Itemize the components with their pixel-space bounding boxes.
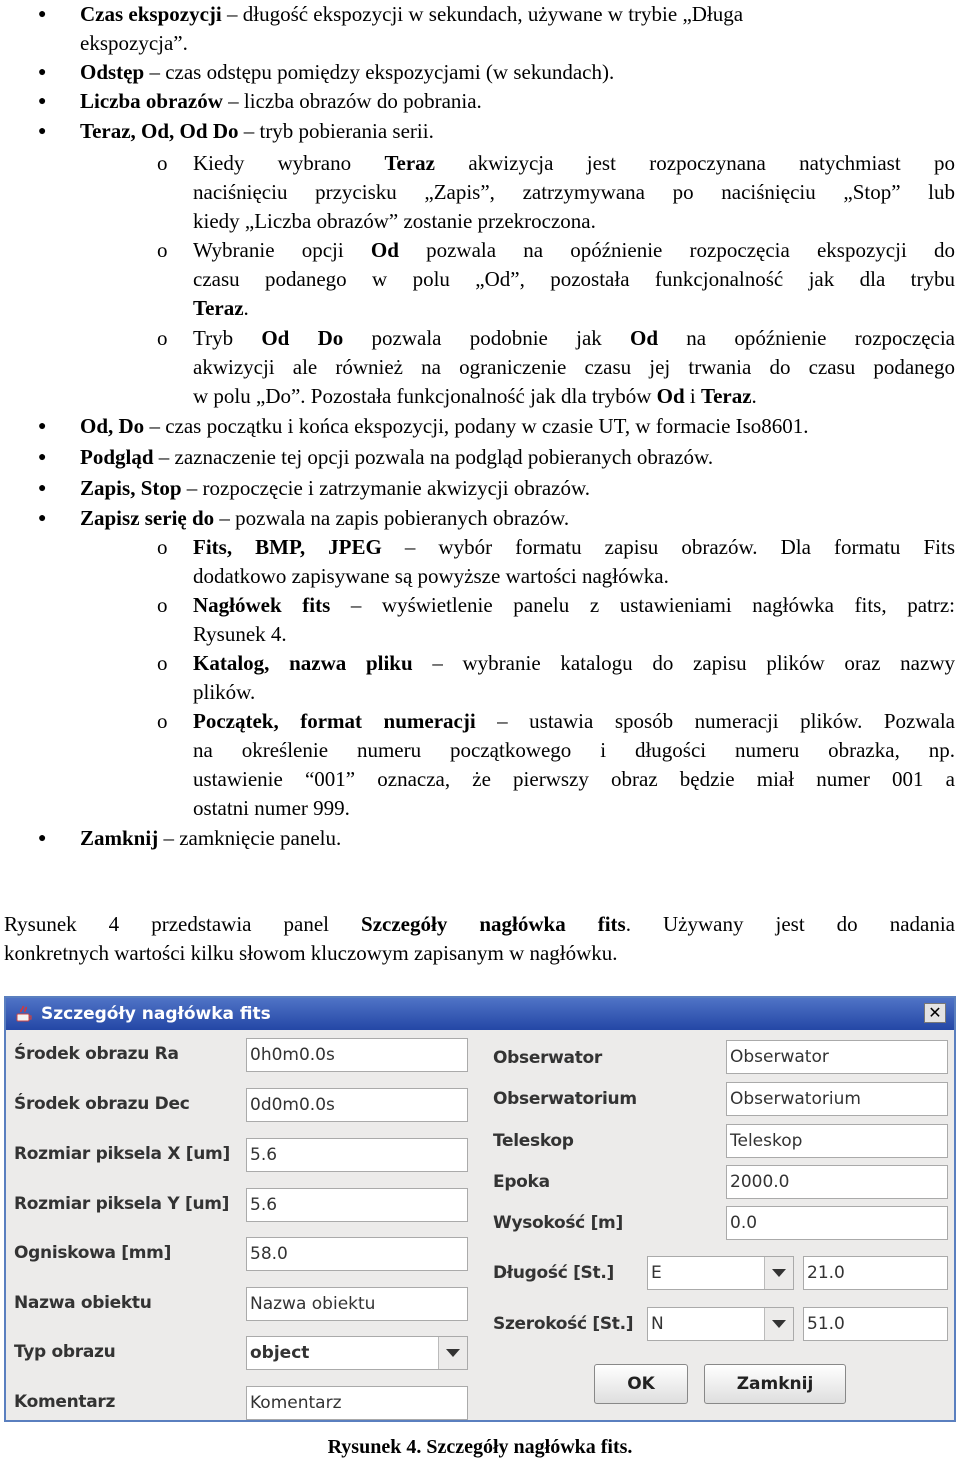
szerokosc-direction-value: N [651, 1314, 664, 1334]
sub-od-line1: Wybranie opcji Od pozwala na opóźnienie rozpoczęcia ekspozycji do [193, 238, 955, 262]
sub-poczatek-line4: ostatni numer 999. [193, 796, 350, 820]
bullet-zamknij: Zamknij – zamknięcie panelu. [80, 826, 342, 850]
label-pixel-x: Rozmiar piksela X [um] [14, 1144, 230, 1164]
close-button[interactable] [924, 1003, 946, 1023]
sub-marker: o [157, 326, 168, 350]
sub-marker: o [157, 709, 168, 733]
sub-od-line2: czasu podanego w polu „Od”, pozostała funkcjonalność jak dla trybu [193, 267, 955, 291]
bullet-liczba-obrazow: Liczba obrazów – liczba obrazów do pobrania. [80, 89, 482, 113]
label-wysokosc: Wysokość [m] [493, 1213, 623, 1233]
obserwatorium-field[interactable]: Obserwatorium [726, 1082, 948, 1116]
label-nazwa-obiektu: Nazwa obiektu [14, 1293, 152, 1313]
label-epoka: Epoka [493, 1172, 550, 1192]
label-ogniskowa: Ogniskowa [mm] [14, 1243, 172, 1263]
label-komentarz: Komentarz [14, 1392, 116, 1412]
java-app-icon [14, 1005, 34, 1023]
bullet-czas-ekspozycji-cont: ekspozycja”. [80, 31, 188, 55]
sub-naglowek-line2: Rysunek 4. [193, 622, 287, 646]
label-dlugosc: Długość [St.] [493, 1263, 614, 1283]
sub-poczatek-line3: ustawienie “001” oznacza, że pierwszy obraz będzie miał numer 001 a [193, 767, 955, 791]
close-icon: ✕ [928, 1003, 942, 1022]
sub-od-line3: Teraz. [193, 296, 249, 320]
szerokosc-field[interactable]: 51.0 [803, 1307, 948, 1341]
sub-od-do-line3: w polu „Do”. Pozostała funkcjonalność jak dla trybów Od i Teraz. [193, 384, 757, 408]
sub-marker: o [157, 651, 168, 675]
label-dec: Środek obrazu Dec [14, 1094, 190, 1114]
szerokosc-direction-select[interactable] [647, 1307, 794, 1341]
ogniskowa-field[interactable]: 58.0 [246, 1237, 468, 1271]
label-szerokosc: Szerokość [St.] [493, 1314, 634, 1334]
label-pixel-y: Rozmiar piksela Y [um] [14, 1194, 230, 1214]
bullet-dot: ● [38, 831, 47, 846]
dec-field[interactable]: 0d0m0.0s [246, 1088, 468, 1122]
teleskop-field[interactable]: Teleskop [726, 1124, 948, 1158]
sub-marker: o [157, 593, 168, 617]
bullet-odstep: Odstęp – czas odstępu pomiędzy ekspozycjami (w sekundach). [80, 60, 615, 84]
bullet-dot: ● [38, 481, 47, 496]
sub-poczatek-line1: Początek, format numeracji – ustawia sposób numeracji plików. Pozwala [193, 709, 955, 733]
bullet-podglad: Podgląd – zaznaczenie tej opcji pozwala na podgląd pobieranych obrazów. [80, 445, 714, 469]
fits-header-dialog [4, 996, 956, 1422]
sub-katalog-line2: plików. [193, 680, 256, 704]
sub-katalog-line1: Katalog, nazwa pliku – wybranie katalogu do zapisu plików oraz nazwy [193, 651, 955, 675]
sub-od-do-line1: Tryb Od Do pozwala podobnie jak Od na opóźnienie rozpoczęcia [193, 326, 955, 350]
label-ra: Środek obrazu Ra [14, 1044, 179, 1064]
bullet-od-do: Od, Do – czas początku i końca ekspozycji, podany w czasie UT, w formacie Iso8601. [80, 414, 809, 438]
sub-formats-line2: dodatkowo zapisywane są powyższe wartości nagłówka. [193, 564, 669, 588]
nazwa-obiektu-field[interactable]: Nazwa obiektu [246, 1287, 468, 1321]
paragraph-line2: konkretnych wartości kilku słowom kluczowym zapisanym w nagłówku. [4, 941, 618, 965]
sub-teraz-line1: Kiedy wybrano Teraz akwizycja jest rozpoczynana natychmiast po [193, 151, 955, 175]
bullet-dot: ● [38, 511, 47, 526]
bullet-dot: ● [38, 419, 47, 434]
sub-teraz-line2: naciśnięciu przycisku „Zapis”, zatrzymywana po naciśnięciu „Stop” lub [193, 180, 955, 204]
obserwator-field[interactable]: Obserwator [726, 1040, 948, 1074]
bullet-dot: ● [38, 7, 47, 22]
label-teleskop: Teleskop [493, 1131, 574, 1151]
dialog-titlebar[interactable] [6, 998, 954, 1030]
zamknij-button[interactable]: Zamknij [704, 1364, 846, 1404]
dialog-title: Szczegóły nagłówka fits [41, 1004, 271, 1024]
dlugosc-direction-select[interactable] [647, 1256, 794, 1290]
pixel-x-field[interactable]: 5.6 [246, 1138, 468, 1172]
bullet-czas-ekspozycji: Czas ekspozycji – długość ekspozycji w sekundach, używane w trybie „Długa [80, 2, 744, 26]
chevron-down-icon[interactable] [764, 1257, 793, 1289]
bullet-zapisz-serie: Zapisz serię do – pozwala na zapis pobieranych obrazów. [80, 506, 570, 530]
dlugosc-field[interactable]: 21.0 [803, 1256, 948, 1290]
typ-obrazu-value: object [250, 1343, 310, 1363]
bullet-dot: ● [38, 124, 47, 139]
typ-obrazu-select[interactable] [246, 1336, 468, 1370]
chevron-down-icon[interactable] [764, 1308, 793, 1340]
bullet-dot: ● [38, 450, 47, 465]
bullet-dot: ● [38, 65, 47, 80]
bullet-teraz: Teraz, Od, Od Do – tryb pobierania serii. [80, 119, 434, 143]
wysokosc-field[interactable]: 0.0 [726, 1206, 948, 1240]
label-typ-obrazu: Typ obrazu [14, 1342, 116, 1362]
sub-od-do-line2: akwizycji ale również na ograniczenie czasu jej trwania do czasu podanego [193, 355, 955, 379]
bullet-dot: ● [38, 94, 47, 109]
sub-formats-line1: Fits, BMP, JPEG – wybór formatu zapisu obrazów. Dla formatu Fits [193, 535, 955, 559]
paragraph-line1: Rysunek 4 przedstawia panel Szczegóły nagłówka fits. Używany jest do nadania [4, 912, 955, 936]
sub-poczatek-line2: na określenie numeru początkowego i długości numeru obrazka, np. [193, 738, 955, 762]
sub-marker: o [157, 535, 168, 559]
sub-naglowek-line1: Nagłówek fits – wyświetlenie panelu z ustawieniami nagłówka fits, patrz: [193, 593, 955, 617]
bullet-zapis-stop: Zapis, Stop – rozpoczęcie i zatrzymanie akwizycji obrazów. [80, 476, 591, 500]
epoka-field[interactable]: 2000.0 [726, 1165, 948, 1199]
chevron-down-icon[interactable] [438, 1337, 467, 1369]
label-obserwator: Obserwator [493, 1048, 603, 1068]
sub-marker: o [157, 151, 168, 175]
pixel-y-field[interactable]: 5.6 [246, 1188, 468, 1222]
ok-button[interactable]: OK [594, 1364, 688, 1404]
sub-teraz-line3: kiedy „Liczba obrazów” zostanie przekroczona. [193, 209, 596, 233]
sub-marker: o [157, 238, 168, 262]
label-obserwatorium: Obserwatorium [493, 1089, 637, 1109]
dlugosc-direction-value: E [651, 1263, 662, 1283]
komentarz-field[interactable]: Komentarz [246, 1386, 468, 1420]
figure-caption: Rysunek 4. Szczegóły nagłówka fits. [327, 1436, 633, 1458]
ra-field[interactable]: 0h0m0.0s [246, 1038, 468, 1072]
